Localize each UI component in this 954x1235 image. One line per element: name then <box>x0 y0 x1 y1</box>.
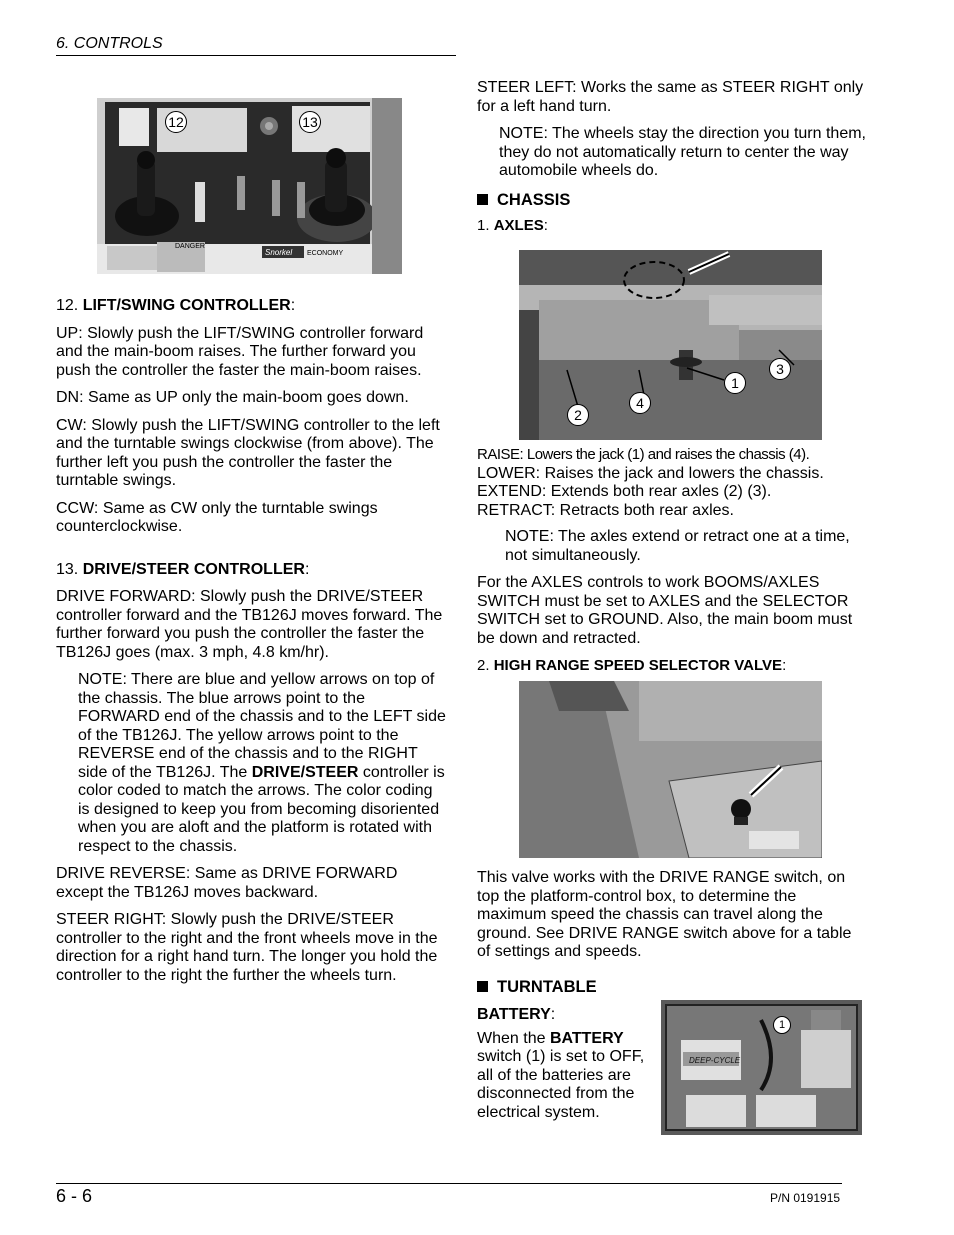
panel-brand-label: Snorkel <box>265 248 293 257</box>
axles-requirements-text: For the AXLES controls to work BOOMS/AXLES SWITCH must be set to AXLES and the SELECTOR SWITCH set to GROUND. Also, the main boom must be down and retracted. <box>477 574 853 647</box>
drive-reverse-text: DRIVE REVERSE: Same as DRIVE FORWARD except the TB126J moves backward. <box>56 865 398 901</box>
battery-illustration <box>661 1000 862 1135</box>
right-column-bottom <box>477 869 869 1004</box>
square-bullet-icon <box>477 981 488 992</box>
drive-steer-heading: 13. DRIVE/STEER CONTROLLER: <box>56 560 310 578</box>
high-range-heading: 2. HIGH RANGE SPEED SELECTOR VALVE: <box>477 657 787 674</box>
page-number: 6 - 6 <box>56 1186 93 1206</box>
lift-up-text: UP: Slowly push the LIFT/SWING controller forward and the main-boom raises. The further forward you push the controller the faster the main-boom raises. <box>56 324 424 379</box>
part-number: P/N 0191915 <box>770 1191 841 1205</box>
controller-photo <box>97 98 402 274</box>
callout-battery-1: 1 <box>773 1016 791 1034</box>
battery-text: When the BATTERY switch (1) is set to OFF, all of the batteries are disconnected from the electrical system. <box>477 1029 645 1121</box>
drive-forward-text: DRIVE FORWARD: Slowly push the DRIVE/STEER controller forward and the TB126J moves forward. The further forward you push the controller the faster the TB126J goes (max. 3 mph, 4.8 km/hr). <box>56 588 443 661</box>
lift-dn-text: DN: Same as UP only the main-boom goes down. <box>56 389 409 406</box>
lower-text: LOWER: Raises the jack and lowers the chassis. <box>477 464 824 482</box>
battery-photo <box>661 1000 862 1135</box>
lift-ccw-text: CCW: Same as CW only the turntable swings counterclockwise. <box>56 499 378 535</box>
valve-description-text: This valve works with the DRIVE RANGE switch, on top the platform-control box, to determine the maximum speed the chassis can travel along the ground. See DRIVE RANGE switch above for a table of settings and speeds. <box>477 869 852 960</box>
battery-section <box>477 1006 657 1122</box>
panel-danger-label: DANGER <box>175 243 205 250</box>
axles-illustration <box>519 250 822 440</box>
battery-heading: BATTERY: <box>477 1006 556 1023</box>
valve-illustration <box>519 681 822 858</box>
axles-heading: 1. AXLES: <box>477 217 548 234</box>
left-column <box>56 297 448 994</box>
axles-note: NOTE: The axles extend or retract one at a time, not simultaneously. <box>505 528 850 564</box>
controller-illustration <box>97 98 402 274</box>
callout-13: 13 <box>299 111 321 133</box>
battery-brand-label: DEEP-CYCLE <box>689 1056 741 1065</box>
extend-text: EXTEND: Extends both rear axles (2) (3). <box>477 483 772 500</box>
lift-cw-text: CW: Slowly push the LIFT/SWING controller to the left and the turntable swings clockwise (from above). The further left you push the controller the faster the turntable swings. <box>56 416 440 489</box>
footer-rule <box>56 1183 842 1184</box>
right-column-top <box>477 79 867 245</box>
lift-swing-heading: 12. LIFT/SWING CONTROLLER: <box>56 297 296 314</box>
callout-axles-4: 4 <box>629 392 651 414</box>
turntable-heading: TURNTABLE <box>477 978 869 997</box>
raise-text: RAISE: Lowers the jack (1) and raises the chassis (4). <box>477 446 810 463</box>
callout-axles-1: 1 <box>724 372 746 394</box>
valve-photo <box>519 681 822 858</box>
retract-text: RETRACT: Retracts both rear axles. <box>477 501 734 519</box>
square-bullet-icon <box>477 194 488 205</box>
right-column-middle <box>477 446 869 685</box>
callout-12: 12 <box>165 111 187 133</box>
steer-right-text: STEER RIGHT: Slowly push the DRIVE/STEER controller to the right and the front wheels move in the direction for a right hand turn. The longer you hold the controller to the right the further the wheels turn. <box>56 911 438 984</box>
callout-axles-2: 2 <box>567 404 589 426</box>
steer-left-text: STEER LEFT: Works the same as STEER RIGHT only for a left hand turn. <box>477 79 864 115</box>
page-header: 6. CONTROLS <box>56 35 456 56</box>
axles-photo <box>519 250 822 440</box>
color-coding-note: NOTE: There are blue and yellow arrows on top of the chassis. The blue arrows point to the FORWARD end of the chassis and to the LEFT side of the TB126J. The yellow arrows point to the REVERSE end of the chassis and to the RIGHT side of the TB126J. The DRIVE/STEER controller is color coded to match the arrows. The color coding is designed to keep you from becoming disoriented when you are aloft and the platform is rotated with respect to the chassis. <box>78 671 446 855</box>
chassis-heading: CHASSIS <box>477 191 867 210</box>
wheels-note: NOTE: The wheels stay the direction you turn them, they do not automatically return to center the way automobile wheels do. <box>499 125 866 179</box>
panel-model-label: ECONOMY <box>307 250 344 257</box>
callout-axles-3: 3 <box>769 358 791 380</box>
